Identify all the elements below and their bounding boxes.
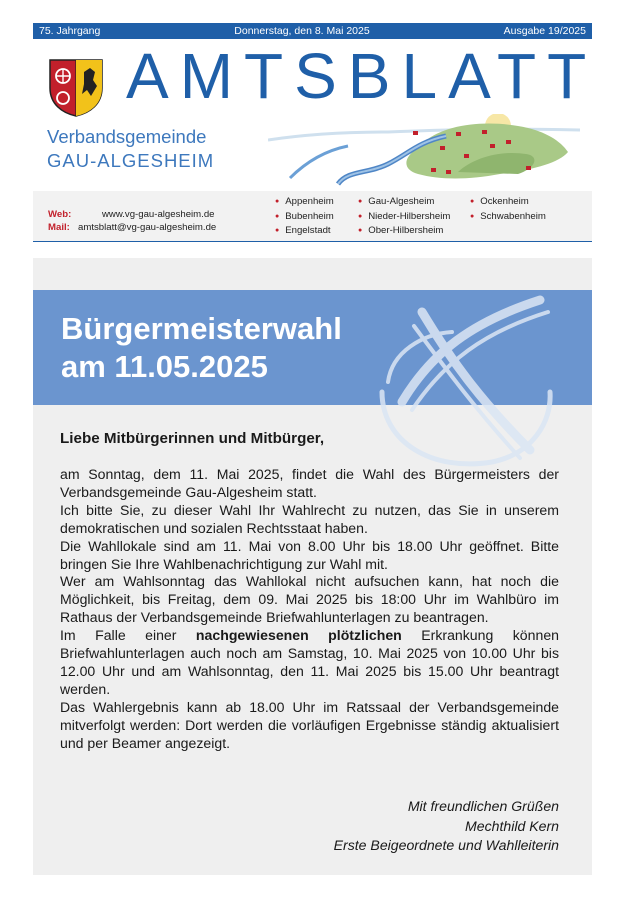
signature-block — [334, 797, 559, 856]
town-item: ● Nieder-Hilbersheim — [358, 210, 450, 225]
towns-column-1 — [275, 195, 334, 239]
email-link[interactable]: amtsblatt@vg-gau-algesheim.de — [78, 222, 217, 233]
issue-date: Donnerstag, den 8. Mai 2025 — [234, 25, 370, 37]
town-item: ● Appenheim — [275, 195, 334, 210]
paragraph: Die Wahllokale sind am 11. Mai von 8.00 Uhr bis 18.00 Uhr geöffnet. Bitte bringen Sie Ihre Wahlbenachrichtigung zur Wahl mit. — [60, 537, 559, 572]
town-item: ● Bubenheim — [275, 210, 334, 225]
paragraph: am Sonntag, dem 11. Mai 2025, findet die Wahl des Bürgermeisters der Verbandsgemeinde Gau-Algesheim statt. — [60, 466, 559, 500]
article-body — [60, 466, 559, 753]
masthead-title: AMTSBLATT — [126, 40, 598, 112]
issue-number: Ausgabe 19/2025 — [503, 25, 586, 37]
towns-column-2 — [358, 195, 450, 239]
org-place: GAU-ALGESHEIM — [47, 150, 215, 171]
headline-line-2: am 11.05.2025 — [61, 349, 268, 384]
closing: Mit freundlichen Grüßen — [407, 798, 559, 814]
emphasis-text: nachgewiesenen plötzlichen — [195, 627, 402, 644]
signer-name: Mechthild Kern — [464, 817, 559, 834]
town-item: ● Ockenheim — [470, 195, 546, 210]
salutation: Liebe Mitbürgerinnen und Mitbürger, — [60, 430, 325, 447]
paragraph: Wer am Wahlsonntag das Wahllokal nicht aufsuchen kann, hat noch die Möglichkeit, bis Freitag, dem 09. Mai 2025 bis 18:00 Uhr im Wahlbüro im Rathaus der Verbandsgemeinde Briefwahlunterlagen zu beantragen. — [60, 573, 559, 626]
issue-info-bar — [33, 23, 592, 39]
volume-label: 75. Jahrgang — [39, 25, 101, 37]
towns-column-3 — [470, 195, 546, 224]
org-name: Verbandsgemeinde — [47, 126, 207, 147]
paragraph: Das Wahlergebnis kann ab 18.00 Uhr im Ratssaal der Verbandsgemeinde mitverfolgt werden: Dort werden die vorläufigen Ergebnisse ständig aktualisiert und per Beamer angezeigt. — [60, 698, 559, 751]
paragraph-text: Erkrankung können Briefwahlunterlagen auch noch am Samstag, 10. Mai 2025 von 10.00 Uhr bis 12.00 Uhr und am Wahlsonntag, den 11. Mai 2025 bis 15.00 Uhr beantragt werden. — [60, 627, 560, 697]
ballot-cross-icon — [362, 282, 558, 478]
web-label: Web: — [48, 209, 72, 220]
town-item: ● Gau-Algesheim — [358, 195, 450, 210]
contact-block — [48, 208, 216, 234]
article-headline — [61, 310, 342, 386]
website-link[interactable]: www.vg-gau-algesheim.de — [102, 209, 215, 220]
contact-and-towns-bar — [33, 191, 592, 242]
paragraph-text: Im Falle einer — [60, 627, 196, 644]
paragraph — [60, 627, 559, 699]
town-item: ● Engelstadt — [275, 224, 334, 239]
town-item: ● Ober-Hilbersheim — [358, 224, 450, 239]
paragraph: Ich bitte Sie, zu dieser Wahl Ihr Wahlrecht zu nutzen, das Sie in unserem demokratischen und sozialen Rechtsstaat haben. — [60, 501, 559, 536]
signer-role: Erste Beigeordnete und Wahlleiterin — [333, 837, 559, 853]
coat-of-arms-icon — [48, 58, 104, 118]
headline-line-1: Bürgermeisterwahl — [61, 311, 342, 346]
region-map-illustration — [268, 114, 580, 190]
mail-label: Mail: — [48, 222, 70, 233]
town-item: ● Schwabenheim — [470, 210, 546, 225]
